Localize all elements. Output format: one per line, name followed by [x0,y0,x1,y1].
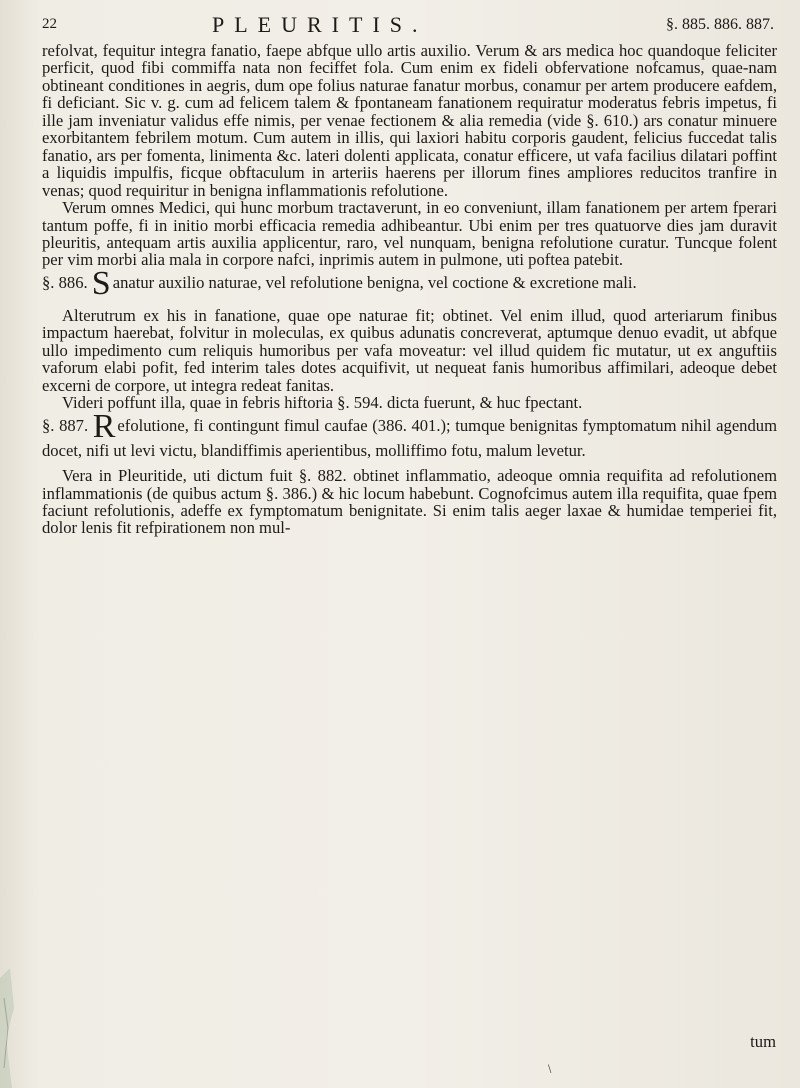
section-887-heading [42,407,777,460]
body-text [42,42,777,537]
section-range: §. 885. 886. 887. [666,16,774,33]
section-label: §. 887. [42,415,89,435]
drop-capital: S [91,264,111,302]
page-number: 22 [42,16,57,32]
catchword: tum [750,1032,776,1051]
page-edge-shadow [0,968,36,1088]
footer-mark: \ [548,1064,552,1075]
page-header [42,10,782,38]
section-heading-text: efolutione, fi contingunt fimul caufae (386. 401.); tumque benignitas fymptomatum nihil agendum docet, nifi ut levi victu, blandiffimis aperientibus, molliffimo fotu, malum levetur. [42,415,777,460]
section-label: §. 886. [42,272,88,292]
paragraph: Verum omnes Medici, qui hunc morbum tractaverunt, in eo conveniunt, illam fanationem per artem fperari tantum poffe, fi in initio morbi efficacia remedia adhibeantur. Ubi enim per tres quatuorve dies jam duravit pleuritis, antequam artis auxilia applicentur, raro, vel nunquam, benigna refolutione curatur. Tuncque folent per vim morbi alia mala in corpore nafci, inprimis autem in pulmone, uti poftea patebit. [42,198,777,270]
section-886-heading [42,264,777,302]
paragraph: Vera in Pleuritide, uti dictum fuit §. 882. obtinet inflammatio, adeoque omnia requifita ad refolutionem inflammationis (de quibus actum §. 386.) & hic locum habebunt. Cognofcimus autem illa requifita, quae fpem faciunt refolutionis, adeffe ex fymptomatum benignitate. Si enim talis aeger laxae & humidae temperiei fit, dolor lenis fit refpirationem non mul- [42,466,777,538]
drop-capital: R [92,407,116,445]
running-title: PLEURITIS. [212,12,428,37]
paragraph: Videri poffunt illa, quae in febris hiftoria §. 594. dicta fuerunt, & huc fpectant. [62,393,583,413]
paragraph: refolvat, fequitur integra fanatio, faepe abfque ullo artis auxilio. Verum & ars medica hoc quandoque feliciter perficit, quod fibi commiffa nata non feciffet fola. Cum enim ex fideli obfervatione nofcamus, quae-nam obtineant conditiones in aegris, dum ope folius naturae fanatur morbus, conamur per artem producere eafdem, fi deficiant. Sic v. g. cum ad felicem talem & fpontaneam fanationem requiratur moderatus febris impetus, fi ille jam inveniatur validus effe nimis, per venae fectionem & alia remedia (vide §. 610.) ars conatur minuere exorbitantem febrilem motum. Cum autem in illis, qui laxiori habitu corporis gaudent, felicius fuccedat talis fanatio, ars per fomenta, linimenta &c. lateri dolenti applicata, conatur efficere, ut vafa facilius dilatari poffint a liquidis impulfis, ficque obftaculum in arteriis haerens per illorum fines ampliores reducitos tranfire in venas; quod requiritur in benigna inflammationis refolutione. [42,41,777,200]
paragraph: Alterutrum ex his in fanatione, quae ope naturae fit; obtinet. Vel enim illud, quod arteriarum finibus impactum haerebat, folvitur in moleculas, ex quibus adunatis concreverat, aptumque denuo evadit, ut abfque ullo impedimento cum reliquis humoribus per vafa moveatur: vel illud quidem fic mutatur, ut ex anguftiis vaforum elabi pofit, fed interim tales dotes acquifivit, ut nequeat fanis humoribus affimilari, adeoque debet excerni de corpore, ut integra redeat fanitas. [42,305,777,395]
section-heading-text: anatur auxilio naturae, vel refolutione benigna, vel coctione & excretione mali. [112,272,637,292]
